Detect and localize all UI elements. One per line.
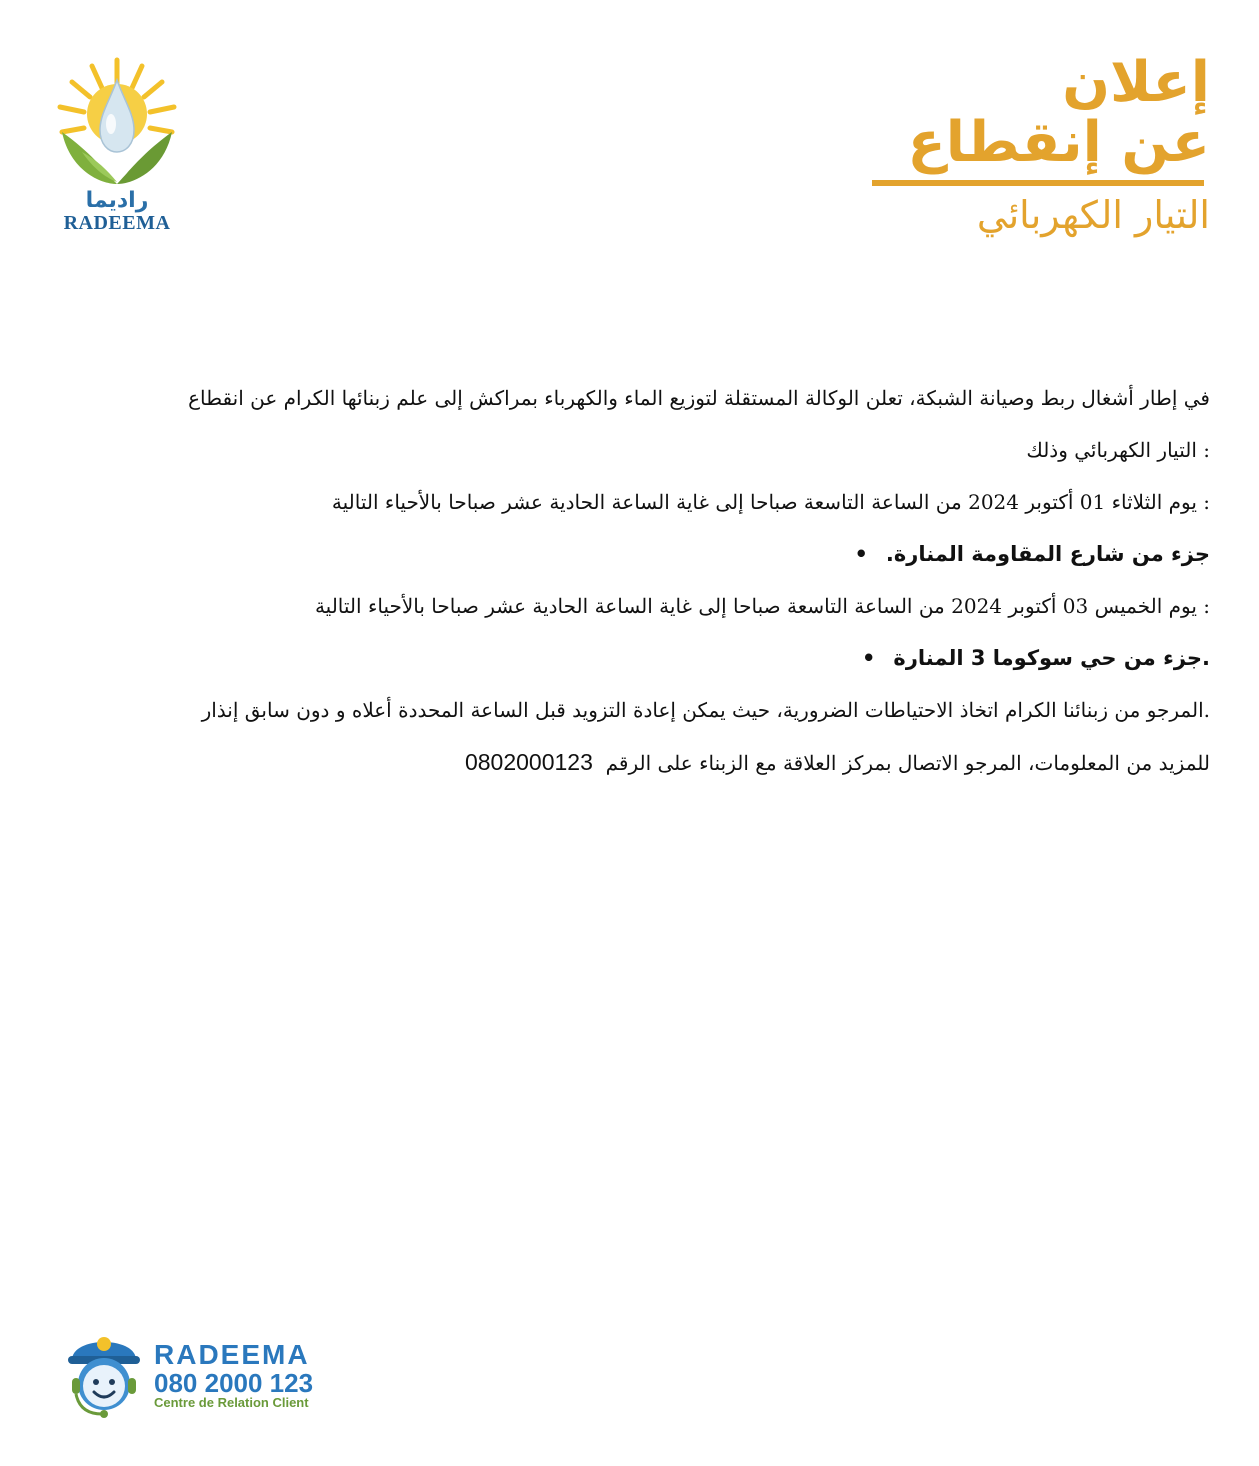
title-line-2: عن إنقطاع [907, 110, 1210, 175]
intro-line-2: : التيار الكهربائي وذلك [1026, 438, 1210, 462]
contact-line [25, 736, 1210, 788]
customer-center-logo [58, 1322, 358, 1422]
title-line-1: إعلان [1062, 50, 1210, 115]
area-2-item [25, 632, 1210, 684]
logo-arabic-name: راديما [85, 188, 149, 213]
day-1-line: : يوم الثلاثاء 01 أكتوبر 2024 من الساعة التاسعة صباحا إلى غاية الساعة الحادية عشر صباحا بالأحياء التالية [331, 490, 1210, 514]
title-line-3: التيار الكهربائي [976, 193, 1210, 237]
contact-text: للمزيد من المعلومات، المرجو الاتصال بمركز العلاقة مع الزبناء على الرقم [605, 751, 1210, 775]
logo-latin-name: RADEEMA [63, 212, 171, 234]
agent-mascot-icon [58, 1322, 150, 1422]
bullet-icon: • [861, 646, 876, 670]
notice-line: .المرجو من زبنائنا الكرام اتخاذ الاحتياطات الضرورية، حيث يمكن إعادة التزويد قبل الساعة المحددة أعلاه و دون سابق إنذار [201, 698, 1210, 722]
radeema-logo [52, 52, 182, 242]
area-2-text: .جزء من حي سوكوما 3 المنارة [893, 646, 1210, 670]
day-2-line: : يوم الخميس 03 أكتوبر 2024 من الساعة التاسعة صباحا إلى غاية الساعة الحادية عشر صباحا بالأحياء التالية [314, 594, 1210, 618]
title-divider [872, 180, 1204, 186]
intro-line-1: في إطار أشغال ربط وصيانة الشبكة، تعلن الوكالة المستقلة لتوزيع الماء والكهرباء بمراكش إلى علم زبنائها الكرام عن انقطاع [188, 386, 1210, 410]
contact-phone: 0802000123 [464, 749, 593, 775]
sun-drop-leaf-icon [52, 52, 182, 192]
bullet-icon: • [854, 542, 868, 566]
area-1-item [25, 528, 1210, 580]
brand-subtitle: Centre de Relation Client [154, 1395, 309, 1410]
brand-name: RADEEMA [154, 1339, 310, 1370]
announcement-title [860, 50, 1210, 250]
brand-phone: 080 2000 123 [154, 1368, 314, 1398]
announcement-body [25, 372, 1210, 788]
area-1-text: جزء من شارع المقاومة المنارة. [885, 542, 1210, 566]
